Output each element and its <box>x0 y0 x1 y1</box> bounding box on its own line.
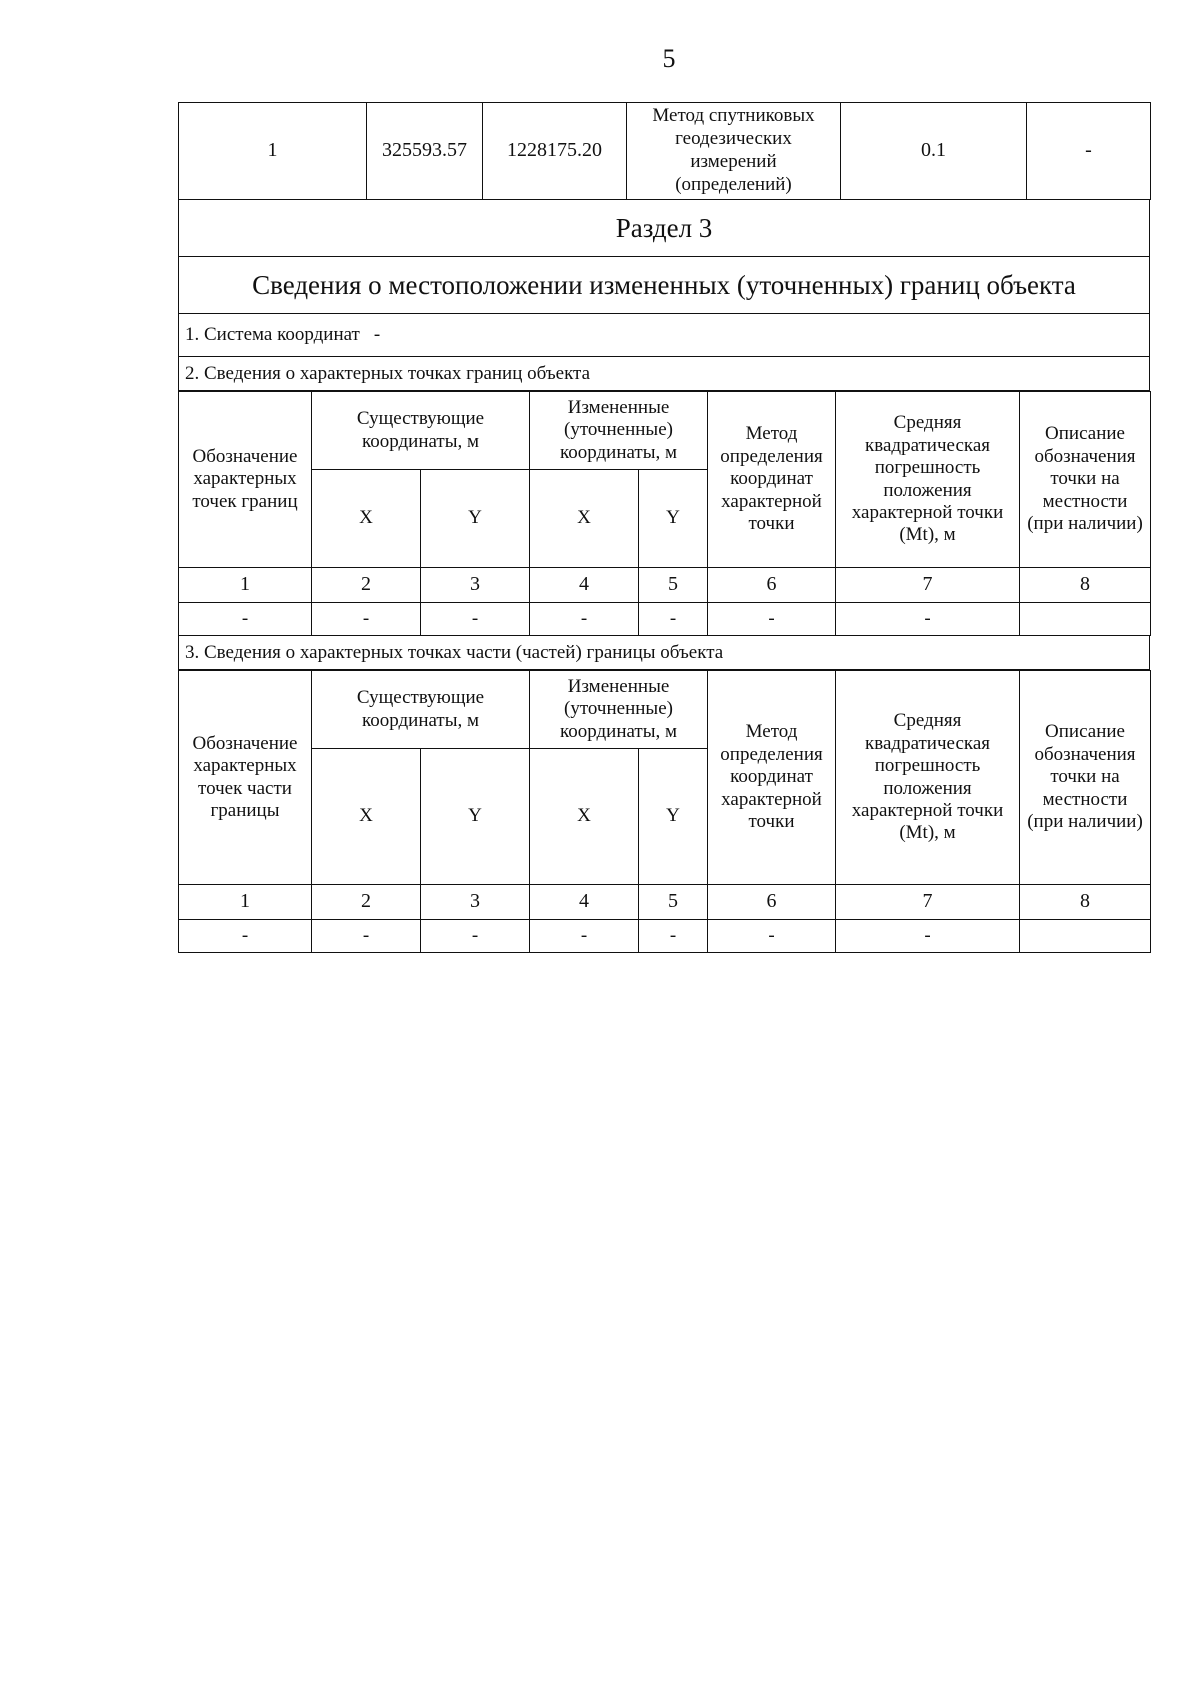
table-cell <box>1020 920 1151 953</box>
header-accuracy: Средняя квадратическая погрешность положения характерной точки (Mt), м <box>836 671 1020 885</box>
column-number: 5 <box>639 885 708 920</box>
table-row <box>179 103 1151 200</box>
header-y: Y <box>421 749 530 885</box>
table-cell: - <box>708 603 836 636</box>
table-cell: - <box>639 603 708 636</box>
column-number: 5 <box>639 568 708 603</box>
header-point: Обозначение характерных точек части границы <box>179 671 312 885</box>
table-cell: - <box>639 920 708 953</box>
table-cell: - <box>708 920 836 953</box>
cell-method: Метод спутниковых геодезических измерений (определений) <box>627 103 841 200</box>
table-header-row <box>179 392 1151 470</box>
table-cell <box>1020 603 1151 636</box>
table-cell: - <box>421 920 530 953</box>
column-number: 7 <box>836 568 1020 603</box>
header-y: Y <box>639 749 708 885</box>
header-changed: Измененные (уточненные) координаты, м <box>530 392 708 470</box>
part3-header <box>178 636 1150 670</box>
table-header-row <box>179 671 1151 749</box>
table-cell: - <box>530 603 639 636</box>
header-y: Y <box>639 470 708 568</box>
header-accuracy: Средняя квадратическая погрешность положения характерной точки (Mt), м <box>836 392 1020 568</box>
table-cell: - <box>421 603 530 636</box>
header-x: X <box>530 749 639 885</box>
cell-x: 325593.57 <box>367 103 483 200</box>
header-x: X <box>530 470 639 568</box>
column-number: 4 <box>530 885 639 920</box>
header-changed: Измененные (уточненные) координаты, м <box>530 671 708 749</box>
table-row <box>179 603 1151 636</box>
coord-system-label: 1. Система координат <box>185 324 360 345</box>
section-title: Раздел 3 <box>179 200 1149 257</box>
cell-accuracy: 0.1 <box>841 103 1027 200</box>
header-x: X <box>312 749 421 885</box>
continuation-table <box>178 102 1151 200</box>
coord-system-value: - <box>373 324 381 345</box>
column-number: 7 <box>836 885 1020 920</box>
header-description: Описание обозначения точки на местности (при наличии) <box>1020 392 1151 568</box>
header-point: Обозначение характерных точек границ <box>179 392 312 568</box>
table-row <box>179 920 1151 953</box>
column-number: 3 <box>421 568 530 603</box>
coord-system-row <box>179 314 1149 357</box>
boundary-part-points-table <box>178 670 1151 953</box>
column-number: 2 <box>312 885 421 920</box>
column-number: 1 <box>179 885 312 920</box>
table-cell: - <box>312 603 421 636</box>
section-subtitle: Сведения о местоположении измененных (уточненных) границ объекта <box>179 257 1149 314</box>
header-description: Описание обозначения точки на местности (при наличии) <box>1020 671 1151 885</box>
header-method: Метод определения координат характерной точки <box>708 392 836 568</box>
header-y: Y <box>421 470 530 568</box>
table-cell: - <box>312 920 421 953</box>
column-number: 4 <box>530 568 639 603</box>
column-number: 3 <box>421 885 530 920</box>
page-number: 5 <box>662 44 676 73</box>
header-x: X <box>312 470 421 568</box>
table-cell: - <box>530 920 639 953</box>
header-method: Метод определения координат характерной точки <box>708 671 836 885</box>
part3-label: 3. Сведения о характерных точках части (частей) границы объекта <box>179 636 1149 670</box>
table-cell: - <box>179 920 312 953</box>
table-cell: - <box>836 603 1020 636</box>
section-header <box>178 200 1150 391</box>
column-number: 2 <box>312 568 421 603</box>
column-number: 1 <box>179 568 312 603</box>
header-existing: Существующие координаты, м <box>312 671 530 749</box>
cell-description: - <box>1027 103 1151 200</box>
cell-y: 1228175.20 <box>483 103 627 200</box>
column-number: 8 <box>1020 885 1151 920</box>
column-number: 6 <box>708 568 836 603</box>
boundary-points-table <box>178 391 1151 636</box>
cell-point: 1 <box>179 103 367 200</box>
document-sheet <box>178 102 1150 953</box>
table-cell: - <box>179 603 312 636</box>
header-existing: Существующие координаты, м <box>312 392 530 470</box>
column-number: 6 <box>708 885 836 920</box>
column-number-row <box>179 885 1151 920</box>
column-number-row <box>179 568 1151 603</box>
part2-label: 2. Сведения о характерных точках границ объекта <box>179 357 1149 391</box>
column-number: 8 <box>1020 568 1151 603</box>
table-cell: - <box>836 920 1020 953</box>
